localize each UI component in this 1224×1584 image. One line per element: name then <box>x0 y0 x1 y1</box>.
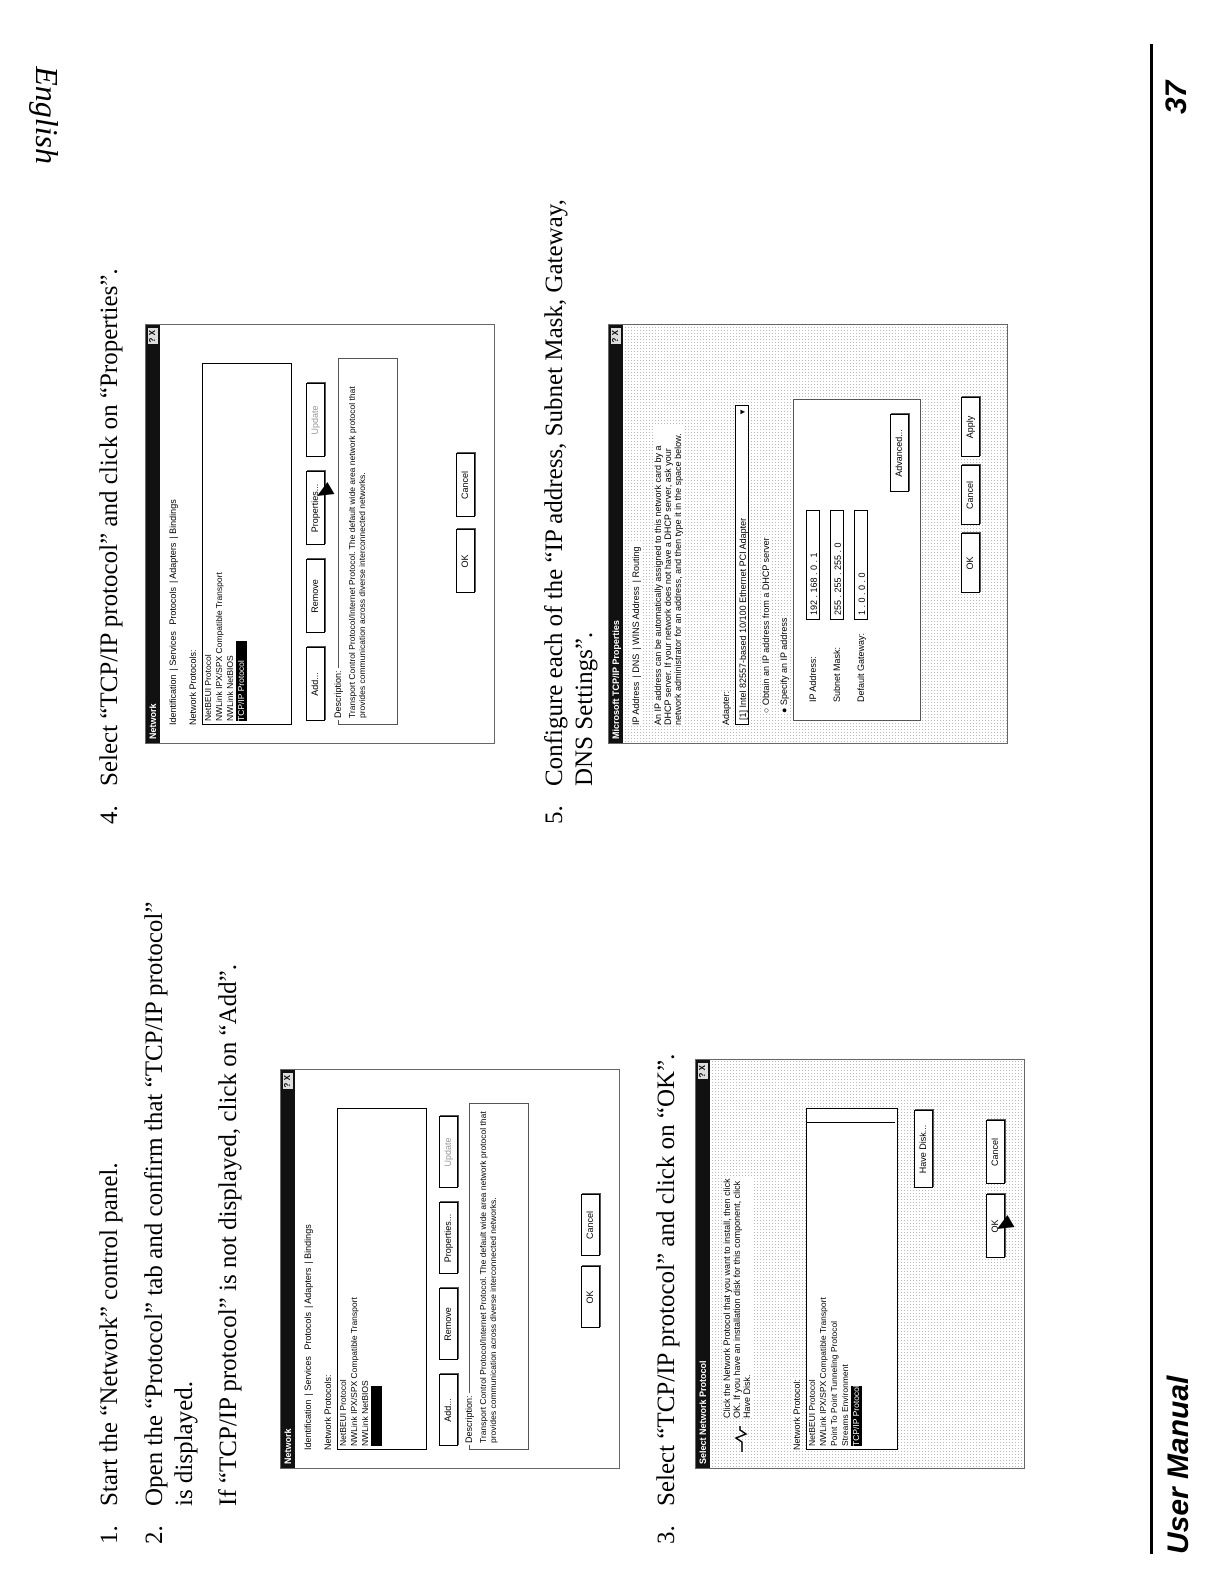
list-item[interactable]: NetBEUI Protocol <box>203 654 213 721</box>
tab-wins-address[interactable]: WINS Address <box>631 586 641 645</box>
dialog-title-bar: Network ? X <box>281 1070 295 1468</box>
page-number: 37 <box>1160 80 1193 114</box>
obtain-ip-radio[interactable]: ○ Obtain an IP address from a DHCP server <box>761 537 771 713</box>
properties-button[interactable]: Properties... <box>306 471 325 545</box>
list-item[interactable]: NWLink NetBIOS <box>225 655 235 721</box>
dialog-title-bar: Select Network Protocol ? X <box>696 1060 710 1468</box>
list-item[interactable]: NWLink IPX/SPX Compatible Transport <box>818 1297 828 1446</box>
tcpip-properties-dialog <box>608 324 1008 744</box>
dialog-title-bar: Microsoft TCP/IP Properties ? X <box>609 325 623 743</box>
add-button[interactable]: Add... <box>306 647 325 721</box>
select-instructions: Click the Network Protocol that you want to install, then click OK. If you have an installation disk for this component, click Have Disk. <box>722 1178 752 1418</box>
step-1: 1.Start the “Network” control panel. <box>96 1162 123 1544</box>
tab-protocols[interactable]: Protocols <box>303 1312 313 1350</box>
help-close-icon[interactable]: ? X <box>148 330 157 343</box>
step-5: 5.Configure each of the “IP address, Subnet Mask, Gateway, DNS Settings”. <box>540 84 600 824</box>
tab-bindings[interactable]: Bindings <box>303 1224 313 1259</box>
cancel-button[interactable]: Cancel <box>456 453 475 517</box>
ip-address-label: IP Address: <box>808 656 818 702</box>
default-gateway-field[interactable]: 1 . 0 . 0 . 0 <box>854 510 868 620</box>
protocol-list-label: Network Protocol: <box>792 1378 802 1450</box>
subnet-mask-field[interactable]: 255 . 255 . 255 . 0 <box>830 510 844 620</box>
protocols-list[interactable] <box>202 363 292 725</box>
tab-services[interactable]: Services <box>303 1356 313 1391</box>
ip-settings-group <box>793 399 921 721</box>
dialog-tabs: Identification| Services Protocols| Adapters| Bindings <box>168 499 178 725</box>
step-5-text-cont: DNS Settings”. <box>571 631 598 786</box>
have-disk-button[interactable]: Have Disk... <box>914 1110 933 1188</box>
dialog-title-bar: Network ? X <box>146 325 160 743</box>
list-item[interactable]: NetBEUI Protocol <box>807 1379 817 1446</box>
remove-button[interactable]: Remove <box>306 559 325 633</box>
protocol-select-list[interactable] <box>806 1108 898 1450</box>
list-scrollbar[interactable] <box>807 1109 895 1123</box>
apply-button[interactable]: Apply <box>961 397 980 457</box>
protocols-list-label: Network Protocols: <box>323 1374 333 1450</box>
ip-address-field[interactable]: 192 . 168 . 0 . 1 <box>806 510 820 620</box>
list-item[interactable]: TCP/IP Protocol <box>851 1385 861 1446</box>
tab-routing[interactable]: Routing <box>631 546 641 578</box>
step-1-text: Start the “Network” control panel. <box>96 1162 123 1506</box>
dialog-tabs: Identification| Services Protocols| Adapters| Bindings <box>303 1224 313 1450</box>
cancel-button[interactable]: Cancel <box>986 1120 1005 1184</box>
adapter-label: Adapter: <box>721 690 731 725</box>
advanced-button[interactable]: Advanced... <box>890 414 909 492</box>
help-close-icon[interactable]: ? X <box>283 1075 292 1088</box>
step-3-text: Select “TCP/IP protocol” and click on “OK”. <box>653 1053 680 1506</box>
step-2-text: Open the “Protocol” tab and confirm that “TCP/IP protocol” <box>141 901 168 1506</box>
list-item[interactable]: NWLink NetBIOS <box>360 1380 370 1446</box>
language-label: English <box>29 66 65 164</box>
list-item[interactable]: NetBEUI Protocol <box>338 1379 348 1446</box>
tab-adapters[interactable]: Adapters <box>303 1267 313 1304</box>
remove-button[interactable]: Remove <box>439 1288 458 1360</box>
list-item[interactable]: Point To Point Tunneling Protocol <box>829 1320 839 1446</box>
ok-button[interactable]: OK <box>456 529 475 593</box>
ip-info-text: An IP address can be automatically assigned to this network card by a DHCP server. If your network does not have a DHCP server, ask your network administrator for an address, and then type it in the space below. <box>653 425 683 725</box>
specify-ip-radio[interactable]: ● Specify an IP address <box>779 617 789 713</box>
update-button[interactable]: Update <box>439 1116 458 1188</box>
ok-button[interactable]: OK <box>961 533 980 593</box>
description-text: Transport Control Protocol/Internet Protocol. The default wide area network protocol that provides communication across diverse interconnected networks. <box>347 386 367 718</box>
cancel-button[interactable]: Cancel <box>961 465 980 525</box>
step-2: 2.Open the “Protocol” tab and confirm that “TCP/IP protocol” is displayed. If “TCP/IP protocol” is not displayed, click on “Add”. <box>140 824 244 1544</box>
step-4-text: Select “TCP/IP protocol” and click on “Properties”. <box>96 268 123 786</box>
select-protocol-dialog <box>695 1059 1025 1469</box>
network-dialog-protocols <box>280 1069 620 1469</box>
description-group: Description: Transport Control Protocol/Internet Protocol. The default wide area network protocol that provides communication across diverse interconnected networks. <box>469 1103 529 1450</box>
list-item[interactable]: NWLink IPX/SPX Compatible Transport <box>214 572 224 721</box>
step-4: 4.Select “TCP/IP protocol” and click on “Properties”. <box>96 268 123 824</box>
manual-title: User Manual <box>1162 1375 1195 1554</box>
chevron-down-icon: ▼ <box>738 408 747 416</box>
properties-button[interactable]: Properties... <box>439 1202 458 1274</box>
tab-ip-address[interactable]: IP Address <box>631 681 641 725</box>
protocols-list[interactable] <box>337 1108 427 1450</box>
step-2-note: If “TCP/IP protocol” is not displayed, click on “Add”. <box>215 963 242 1506</box>
tab-protocols[interactable]: Protocols <box>168 587 178 625</box>
step-2-text-cont: is displayed. <box>171 1381 198 1506</box>
tab-services[interactable]: Services <box>168 631 178 666</box>
tab-identification[interactable]: Identification <box>303 1399 313 1450</box>
description-group: Description: Transport Control Protocol/Internet Protocol. The default wide area network protocol that provides communication across diverse interconnected networks. <box>338 358 398 725</box>
tab-adapters[interactable]: Adapters <box>168 542 178 579</box>
ok-button[interactable]: OK <box>986 1194 1005 1258</box>
dialog-tabs: IP Address| DNS| WINS Address| Routing <box>631 543 641 725</box>
default-gateway-label: Default Gateway: <box>856 632 866 702</box>
ok-button[interactable]: OK <box>581 1266 600 1328</box>
adapter-select[interactable]: [1] Intel 82557-based 10/100 Ethernet PCI Adapter ▼ <box>735 405 749 725</box>
footer-rule <box>1150 44 1153 1554</box>
description-text: Transport Control Protocol/Internet Protocol. The default wide area network protocol that provides communication across diverse interconnected networks. <box>478 1111 498 1443</box>
subnet-mask-label: Subnet Mask: <box>832 646 842 702</box>
add-button[interactable]: Add... <box>439 1374 458 1446</box>
list-item[interactable]: Streams Environment <box>840 1364 850 1446</box>
tab-dns[interactable]: DNS <box>631 653 641 673</box>
cancel-button[interactable]: Cancel <box>581 1194 600 1256</box>
help-close-icon[interactable]: ? X <box>611 330 620 343</box>
list-item[interactable] <box>371 1109 382 1449</box>
step-3: 3.Select “TCP/IP protocol” and click on “OK”. <box>653 1053 680 1544</box>
help-close-icon[interactable]: ? X <box>698 1065 707 1078</box>
list-item[interactable]: NWLink IPX/SPX Compatible Transport <box>349 1297 359 1446</box>
step-5-text: Configure each of the “IP address, Subnet Mask, Gateway, <box>541 199 568 786</box>
network-cable-icon <box>730 1424 750 1454</box>
list-item[interactable]: TCP/IP Protocol <box>236 364 247 724</box>
update-button[interactable]: Update <box>306 383 325 457</box>
protocols-list-label: Network Protocols: <box>188 649 198 725</box>
network-dialog-properties <box>145 324 495 744</box>
tab-identification[interactable]: Identification <box>168 674 178 725</box>
tab-bindings[interactable]: Bindings <box>168 499 178 534</box>
